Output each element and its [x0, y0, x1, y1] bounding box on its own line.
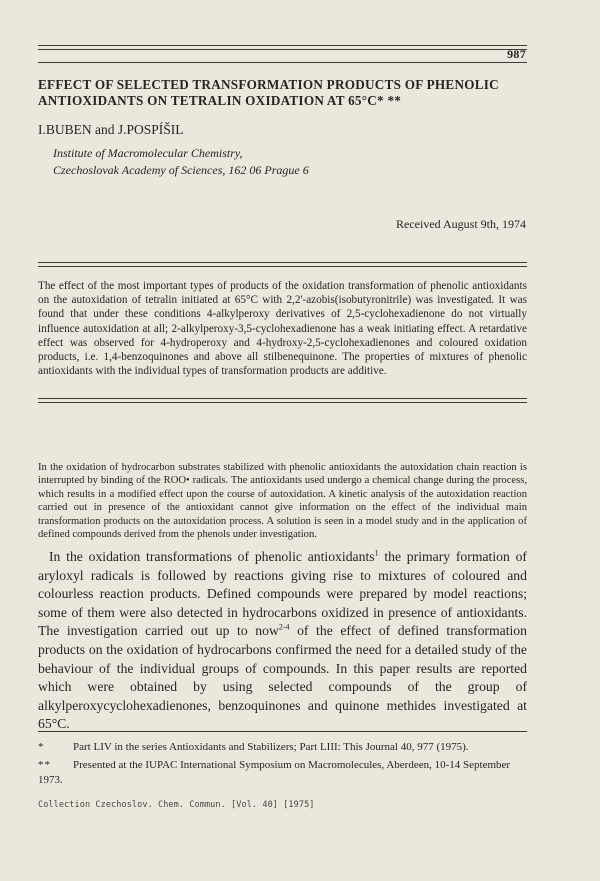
- affiliation-line-1: Institute of Macromolecular Chemistry,: [53, 146, 243, 160]
- footnote-text-2: Presented at the IUPAC International Symposium on Macromolecules, Aberdeen, 10-14 September 1973.: [38, 759, 511, 786]
- main-text-part-2: the primary formation of aryloxyl radicals is followed by reactions giving rise to mixtures of coloured and colourless reaction products. Defined compounds were prepared by model reactions; some of them were also detected in hydrocarbons oxidized in presence of antioxidants. The investigation carried out up to now: [38, 549, 527, 639]
- footnote-marker-2: **: [38, 759, 51, 771]
- page-number: 987: [507, 47, 526, 61]
- header-rule: [38, 45, 527, 50]
- main-text-part-3: of the effect of defined transformation products on the oxidation of hydrocarbons confirmed the need for a detailed study of the behaviour of the individual groups of compounds. In this paper results are reported which were obtained by using selected compounds of the group of alkylperoxycyclohexadienones, benzoquinones and quinone methides investigated at 65°C.: [38, 623, 527, 732]
- footnote-text-1: Part LIV in the series Antioxidants and Stabilizers; Part LIII: This Journal 40, 977 (1975).: [73, 741, 469, 753]
- reference-superscript-1: 1: [374, 548, 379, 558]
- journal-citation-line: Collection Czechoslov. Chem. Commun. [Vol. 40] [1975]: [38, 800, 315, 810]
- main-text-part-1: In the oxidation transformations of phenolic antioxidants: [49, 549, 375, 564]
- footnote-rule: [38, 731, 527, 732]
- article-authors: I.BUBEN and J.POSPÍŠIL: [38, 122, 184, 137]
- footnote-marker-1: *: [38, 741, 45, 753]
- abstract: The effect of the most important types of products of the oxidation transformation of phenolic antioxidants on the autoxidation of tetralin initiated at 65°C with 2,2'-azobis(isobutyronitrile) was investigated. It was found that under these conditions 4-alkylperoxy derivatives of 2,5-cyclohexadienone do not virtually influence autoxidation at all; 2-alkylperoxy-3,5-cyclohexadienone has a weak initiating effect. A retardative effect was observed for 4-hydroperoxy and 4-hydroxy-2,5-cyclohexadienones and coloured oxidation products, i.e. 1,4-benzoquinones and above all stilbenequinone. The properties of mixtures of phenolic antioxidants with the individual types of transformation products are additive.: [38, 280, 527, 378]
- main-paragraph: [38, 548, 527, 734]
- footnote-1: [38, 740, 527, 755]
- affiliation-line-2: Czechoslovak Academy of Sciences, 162 06 Prague 6: [53, 163, 309, 177]
- abstract-top-rule: [38, 262, 527, 267]
- header-bottom-rule: [38, 62, 527, 63]
- introduction-paragraph: In the oxidation of hydrocarbon substrates stabilized with phenolic antioxidants the autoxidation chain reaction is interrupted by binding of the ROO• radicals. The antioxidants used undergo a chemical change during the process, which results in a modified effect upon the course of autoxidation. A kinetic analysis of the autoxidation reaction carried out in presence of the antioxidant cannot give information on the effect of the individual main transformation products on the autoxidation process. A solution is seen in a model study and in the application of defined compounds derived from the phenols under investigation.: [38, 462, 527, 541]
- reference-superscript-2-4: 2-4: [278, 622, 290, 632]
- abstract-bottom-rule: [38, 398, 527, 403]
- received-date: Received August 9th, 1974: [396, 217, 526, 231]
- footnote-2: [38, 758, 527, 787]
- article-title: EFFECT OF SELECTED TRANSFORMATION PRODUCTS OF PHENOLIC ANTIOXIDANTS ON TETRALIN OXIDATION AT 65°C* **: [38, 77, 499, 108]
